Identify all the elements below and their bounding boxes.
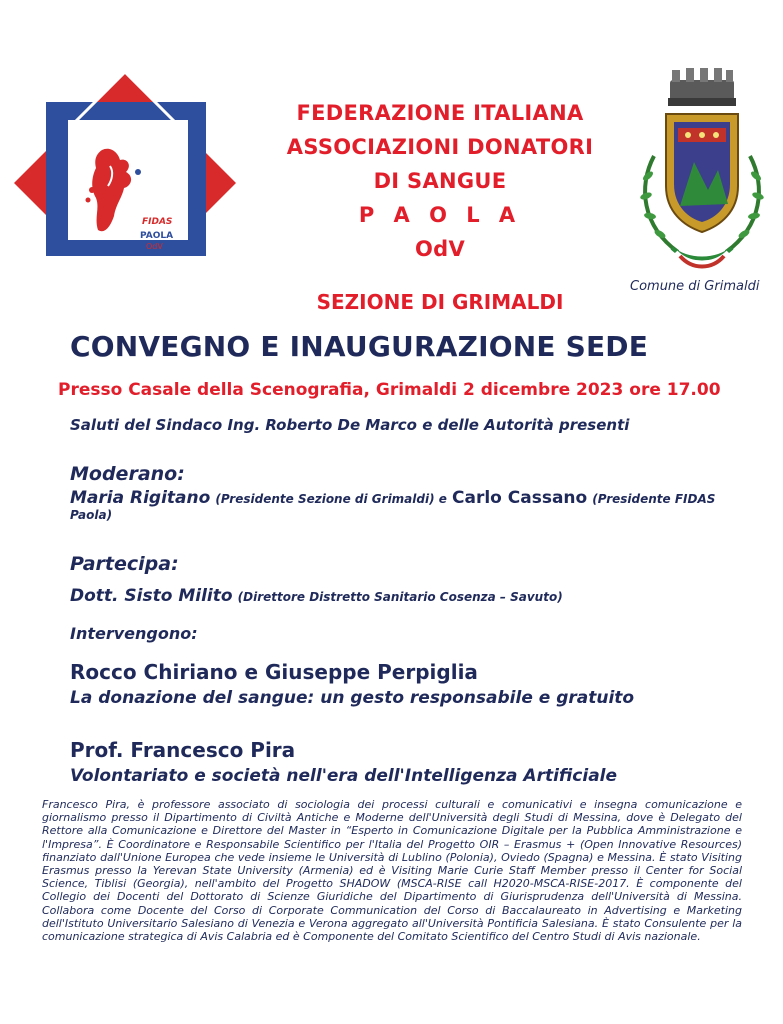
participant-role: (Direttore Distretto Sanitario Cosenza – Savuto) xyxy=(237,590,563,604)
speaker-bio: Francesco Pira, è professore associato di sociologia dei processi culturali e comunicativi e insegna comunicazione e giornalismo presso il Dipartimento di Civiltà Antiche e Moderne dell'Università degli Studi di Messina, dove è Delegato del Rettore alla Comunicazione e Direttore del Master in “Esperto in Comunicazione Digitale per la Pubblica Amministrazione e l'Impresa”. È Coordinatore e Responsabile Scientifico per l'Italia del Progetto OIR – Erasmus + (Open Innovative Resources) finanziato dall'Unione Europea che vede insieme le Università di Lublino (Polonia), Oviedo (Spagna) e Messina. È stato Visiting Erasmus presso la Yerevan State University (Armenia) ed è Visiting Marie Curie Staff Member presso il Center for Social Science, Tiblisi (Georgia), nell'ambito del Progetto SHADOW (MSCA-RISE call H2020-MSCA-RISE-2017. È componente del Collegio dei Docenti del Dottorato di Scienze Giuridiche del Dipartimento di Giurisprudenza dell'Università di Messina. Collabora come Docente del Corso di Corporate Communication del Corso di Baccalaureato in Advertising e Marketing dell'Istituto Universitario Salesiano di Venezia e Verona aggregato all'Università Pontificia Salesiana. È stato Consulente per la comunicazione strategica di Avis Calabria ed è Componente del Comitato Scientifico del Centro Studi di Avis nazionale. xyxy=(42,798,742,944)
fed-line-2: ASSOCIAZIONI DONATORI xyxy=(286,135,594,159)
moderators-heading: Moderano: xyxy=(70,463,185,485)
speakers-heading: Intervengono: xyxy=(70,624,198,643)
speaker-1-names: Rocco Chiriano e Giuseppe Perpiglia xyxy=(70,660,478,684)
coat-of-arms-icon xyxy=(632,66,772,276)
comune-caption: Comune di Grimaldi xyxy=(630,279,760,294)
moderator-role-1: (Presidente Sezione di Grimaldi) e xyxy=(215,492,447,506)
logo-text-odv: OdV xyxy=(146,242,163,251)
participant-heading: Partecipa: xyxy=(70,553,179,575)
participant-name: Dott. Sisto Milito xyxy=(70,586,233,606)
fed-line-4: P A O L A xyxy=(358,203,522,227)
section-heading: SEZIONE DI GRIMALDI xyxy=(316,290,564,314)
moderator-role-2b: Paola) xyxy=(70,508,113,522)
fed-line-1: FEDERAZIONE ITALIANA xyxy=(296,101,584,125)
moderator-name-2: Carlo Cassano xyxy=(452,488,588,508)
speaker-1-topic: La donazione del sangue: un gesto responsabile e gratuito xyxy=(70,688,635,708)
fed-line-5: OdV xyxy=(414,237,466,261)
fidas-logo xyxy=(10,68,240,278)
fed-line-3: DI SANGUE xyxy=(373,169,507,193)
speaker-2-topic: Volontariato e società nell'era dell'Intelligenza Artificiale xyxy=(70,766,618,786)
participant-line xyxy=(70,586,563,606)
event-title: CONVEGNO E INAUGURAZIONE SEDE xyxy=(70,330,649,363)
speaker-2-name: Prof. Francesco Pira xyxy=(70,738,296,762)
federation-heading xyxy=(260,96,620,266)
logo-text-paola: PAOLA xyxy=(140,231,174,241)
event-venue: Presso Casale della Scenografia, Grimaldi 2 dicembre 2023 ore 17.00 xyxy=(58,380,721,400)
moderator-name-1: Maria Rigitano xyxy=(70,488,211,508)
moderators-line xyxy=(70,488,770,508)
greetings-text: Saluti del Sindaco Ing. Roberto De Marco e delle Autorità presenti xyxy=(70,416,630,434)
moderator-role-2: (Presidente FIDAS xyxy=(592,492,716,506)
logo-text-fidas: FIDAS xyxy=(142,217,173,227)
